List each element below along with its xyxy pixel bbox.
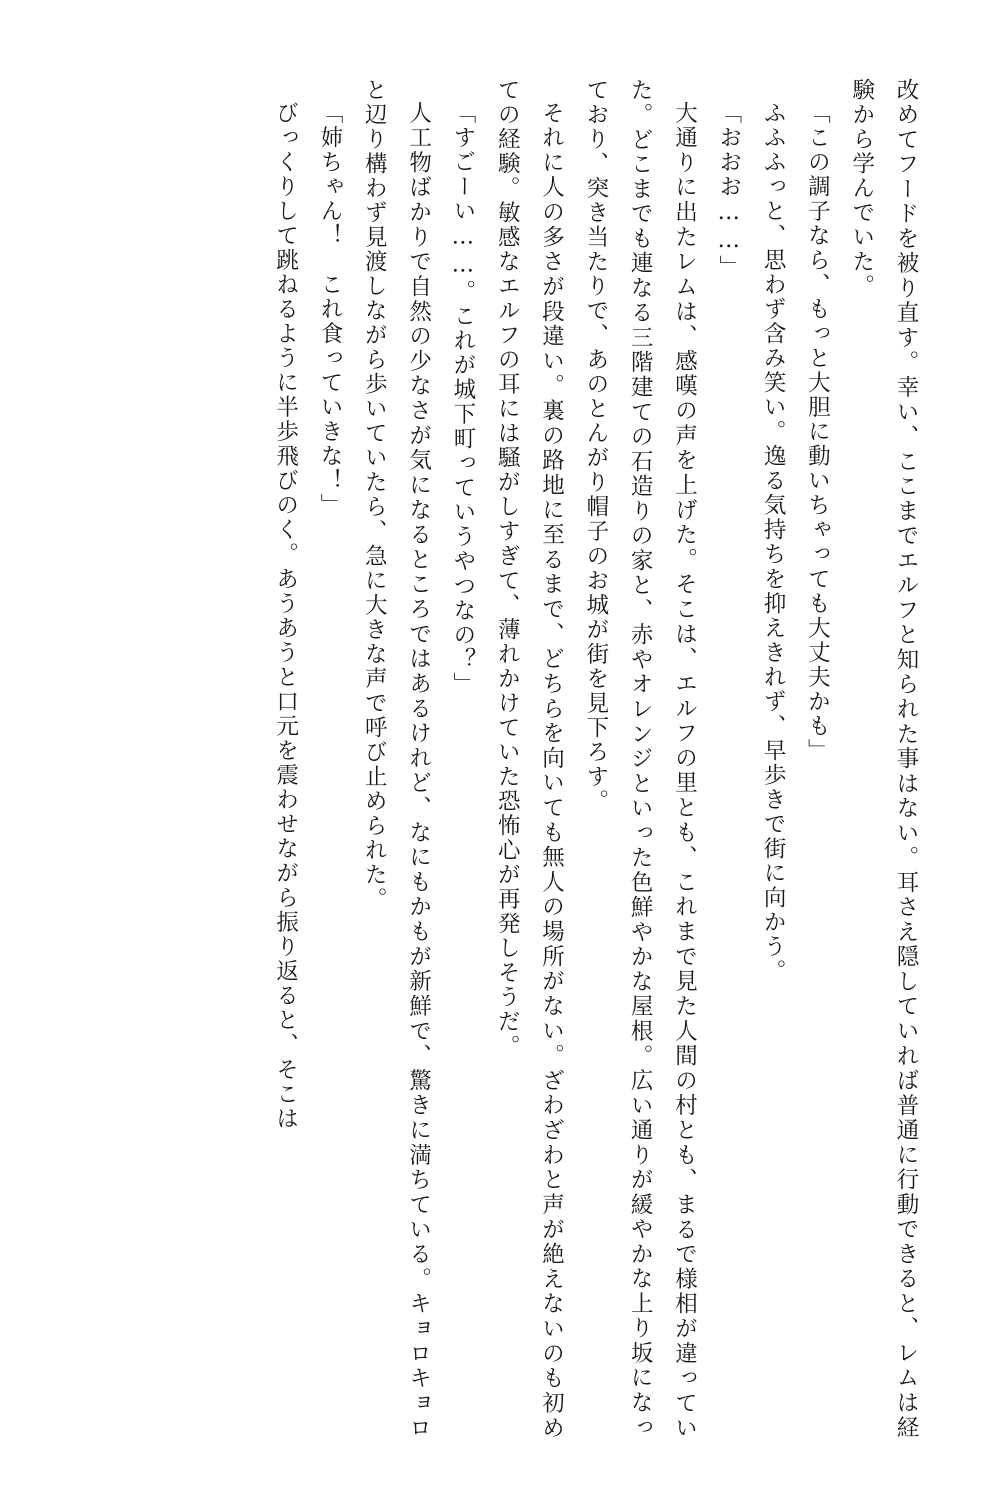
paragraph: びっくりして跳ねるように半歩飛びのく。あうあうと口元を震わせながら振り返ると、そこは [272,100,299,1131]
paragraph: 改めてフードを被り直す。幸い、ここまでエルフと知られた事はない。耳さえ隠していれば普通に行動できると、レムは経験から学んでいた。 [848,78,919,1440]
paragraph: 「この調子なら、もっと大胆に動いちゃっても大丈夫かも」 [804,100,831,763]
vertical-text-body [60,78,928,1440]
paragraph: 「おおお……」 [715,100,742,280]
paragraph: 「すごーい……。これが城下町っていうやつなの？」 [449,100,476,697]
paragraph: それに人の多さが段違い。裏の路地に至るまで、どちらを向いても無人の場所がない。ざわざわと声が絶えないのも初めての経験。敏感なエルフの耳には騒がしすぎて、薄れかけていた恐怖心が再発しそうだ。 [494,78,565,1440]
paragraph: 大通りに出たレムは、感嘆の声を上げた。そこは、エルフの里とも、これまで見た人間の村とも、まるで様相が違っていた。どこまでも連なる三階建ての石造りの家と、赤やオレンジといった色鮮やかな屋根。広い通りが緩やかな上り坂になっており、突き当たりで、あのとんがり帽子のお城が街を見下ろす。 [582,78,698,1440]
paragraph: 人工物ばかりで自然の少なさが気になるところではあるけれど、なにもかもが新鮮で、驚きに満ちている。キョロキョロと辺り構わず見渡しながら歩いていたら、急に大きな声で呼び止められた。 [361,78,432,1440]
paragraph: 「姉ちゃん！ これ食っていきな！」 [316,100,343,518]
paragraph: ふふふっと、思わず含み笑い。逸る気持ちを抑えきれず、早歩きで街に向かう。 [760,100,787,984]
